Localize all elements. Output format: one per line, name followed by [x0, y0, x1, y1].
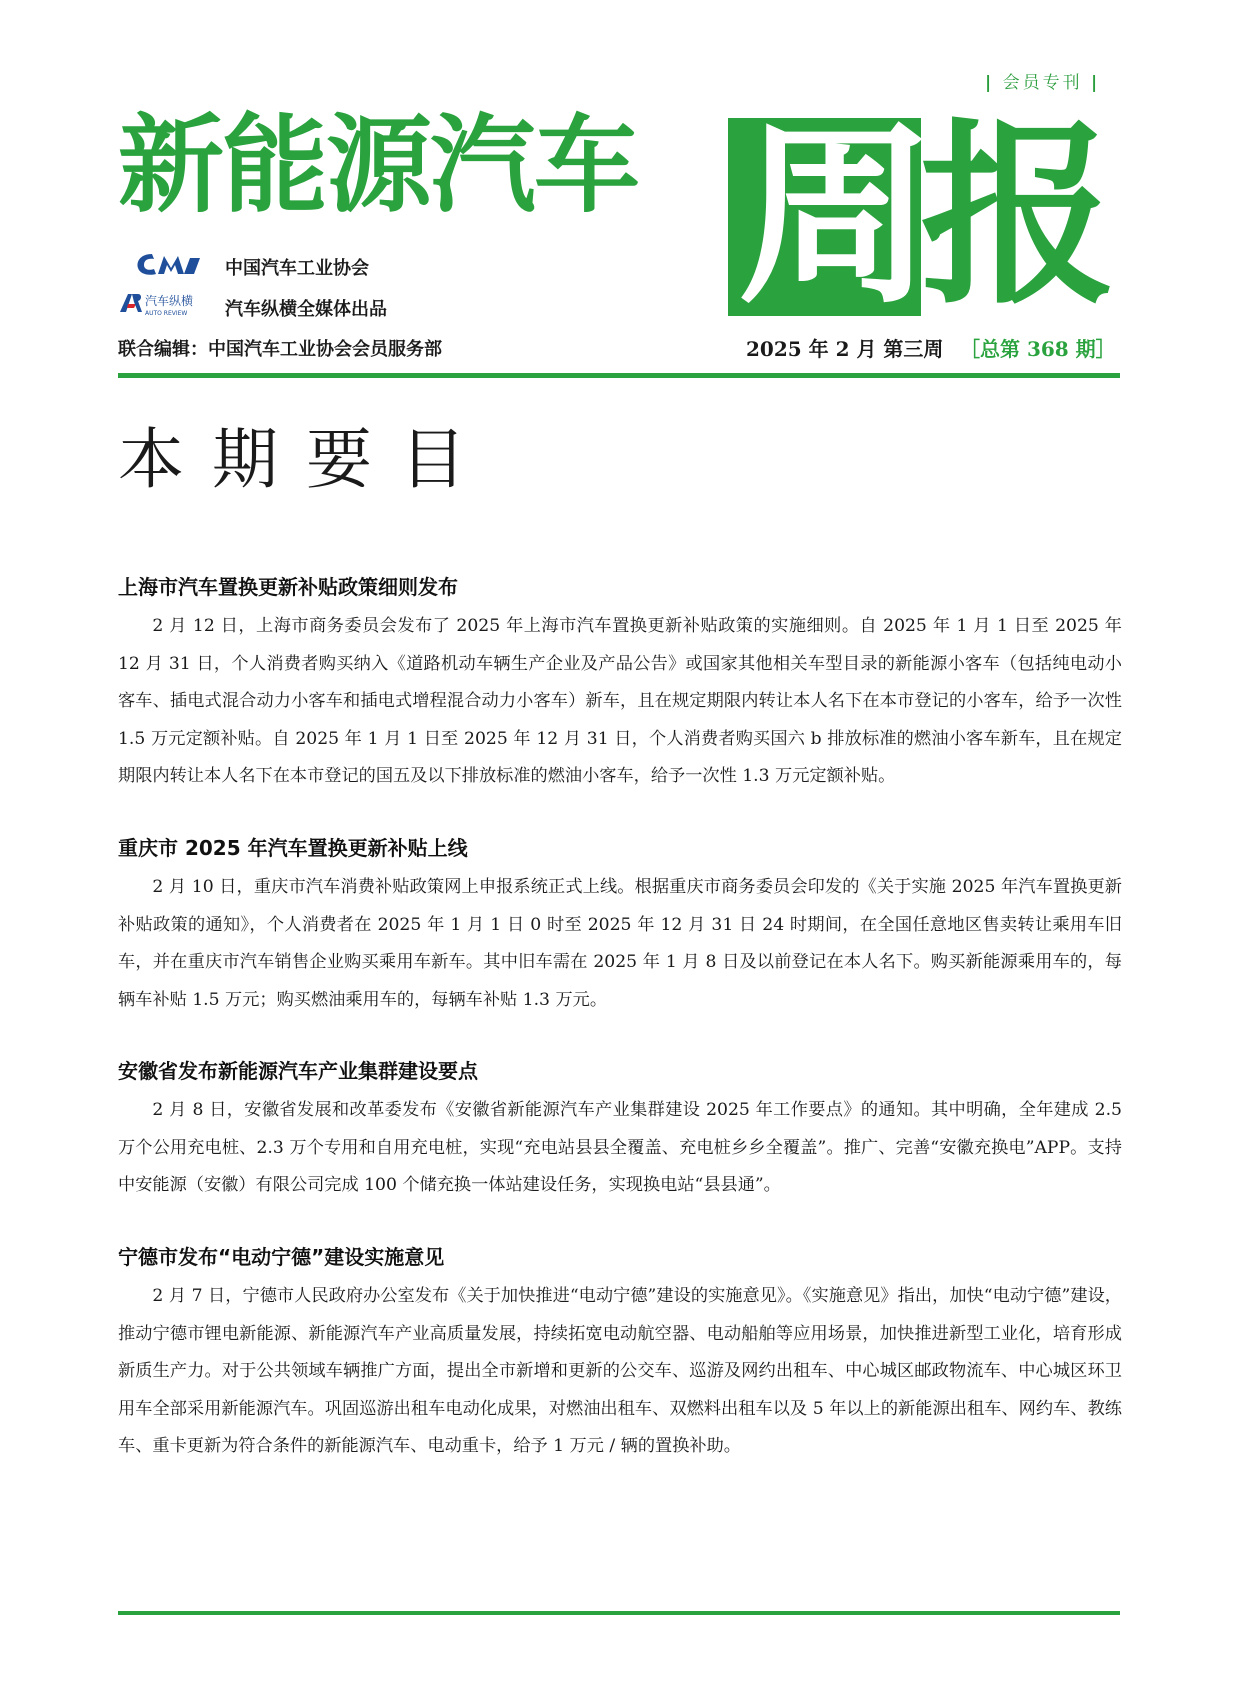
divider-bar: | [1091, 73, 1101, 93]
member-tag-label: 会员专刊 [1002, 73, 1083, 93]
issue-date: 2025 年 2 月 第三周 [746, 337, 944, 361]
joint-editor: 联合编辑：中国汽车工业协会会员服务部 [118, 339, 442, 360]
member-tag [985, 68, 1100, 93]
article-body: 2 月 8 日，安徽省发展和改革委发布《安徽省新能源汽车产业集群建设 2025 年工作要点》的通知。其中明确，全年建成 2.5 万个公用充电桩、2.3 万个专用和自用充电桩，实现“充电站县县全覆盖、充电桩乡乡全覆盖”。推广、完善“安徽充换电”APP。支持中安能源（安徽）有限公司完成 100 个储充换一体站建设任务，实现换电站“县县通”。 [118, 1100, 1122, 1195]
article-2 [118, 833, 1122, 1019]
section-title: 本期要目 [118, 421, 494, 498]
publisher-name: 汽车纵横全媒体出品 [225, 299, 387, 320]
footer-divider [118, 1611, 1120, 1615]
article-body: 2 月 10 日，重庆市汽车消费补贴政策网上申报系统正式上线。根据重庆市商务委员会印发的《关于实施 2025 年汽车置换更新补贴政策的通知》，个人消费者在 2025 年 1 月 1 日 0 时至 2025 年 12 月 31 日 24 时期间，在全国任意地区售卖转让乘用车旧车，并在重庆市汽车销售企业购买乘用车新车。其中旧车需在 2025 年 1 月 8 日及以前登记在本人名下。购买新能源乘用车的，每辆车补贴 1.5 万元；购买燃油乘用车的，每辆车补贴 1.3 万元。 [118, 877, 1122, 1010]
weekly-char-1: 周 [738, 103, 921, 331]
weekly-char-2: 报 [920, 103, 1103, 331]
article-title: 上海市汽车置换更新补贴政策细则发布 [118, 575, 458, 599]
masthead-title: 新能源汽车 [118, 104, 638, 227]
article-4 [118, 1242, 1122, 1466]
article-body: 2 月 7 日，宁德市人民政府办公室发布《关于加快推进“电动宁德”建设的实施意见》。《实施意见》指出，加快“电动宁德”建设，推动宁德市锂电新能源、新能源汽车产业高质量发展，持续拓宽电动航空器、电动船舶等应用场景，加快推进新型工业化，培育形成新质生产力。对于公共领域车辆推广方面，提出全市新增和更新的公交车、巡游及网约出租车、中心城区邮政物流车、中心城区环卫用车全部采用新能源汽车。巩固巡游出租车电动化成果，对燃油出租车、双燃料出租车以及 5 年以上的新能源出租车、网约车、教练车、重卡更新为符合条件的新能源汽车、电动重卡，给予 1 万元 / 辆的置换补助。 [118, 1286, 1122, 1456]
article-title: 宁德市发布“电动宁德”建设实施意见 [118, 1245, 445, 1269]
masthead-weekly-title [738, 102, 1102, 332]
article-3 [118, 1056, 1122, 1205]
article-title: 重庆市 2025 年汽车置换更新补贴上线 [118, 836, 468, 860]
organizer-name: 中国汽车工业协会 [225, 258, 369, 279]
divider-bar: | [985, 73, 995, 93]
header-divider [118, 373, 1120, 378]
auto-review-logo-icon [118, 290, 216, 318]
issue-number: ［总第 368 期］ [960, 337, 1116, 361]
logo-ar-sub: AUTO REVIEW [145, 310, 188, 317]
article-body: 2 月 12 日，上海市商务委员会发布了 2025 年上海市汽车置换更新补贴政策的实施细则。自 2025 年 1 月 1 日至 2025 年 12 月 31 日，个人消费者购买纳入《道路机动车辆生产企业及产品公告》或国家其他相关车型目录的新能源小客车（包括纯电动小客车、插电式混合动力小客车和插电式增程混合动力小客车）新车，且在规定期限内转让本人名下在本市登记的小客车，给予一次性 1.5 万元定额补贴。自 2025 年 1 月 1 日至 2025 年 12 月 31 日，个人消费者购买国六 b 排放标准的燃油小客车新车，且在规定期限内转让本人名下在本市登记的国五及以下排放标准的燃油小客车，给予一次性 1.3 万元定额补贴。 [118, 616, 1122, 786]
article-title: 安徽省发布新能源汽车产业集群建设要点 [118, 1059, 478, 1083]
article-1 [118, 572, 1122, 796]
caam-logo-icon [134, 250, 202, 278]
logo-ar-text: 汽车纵横 [145, 294, 194, 308]
